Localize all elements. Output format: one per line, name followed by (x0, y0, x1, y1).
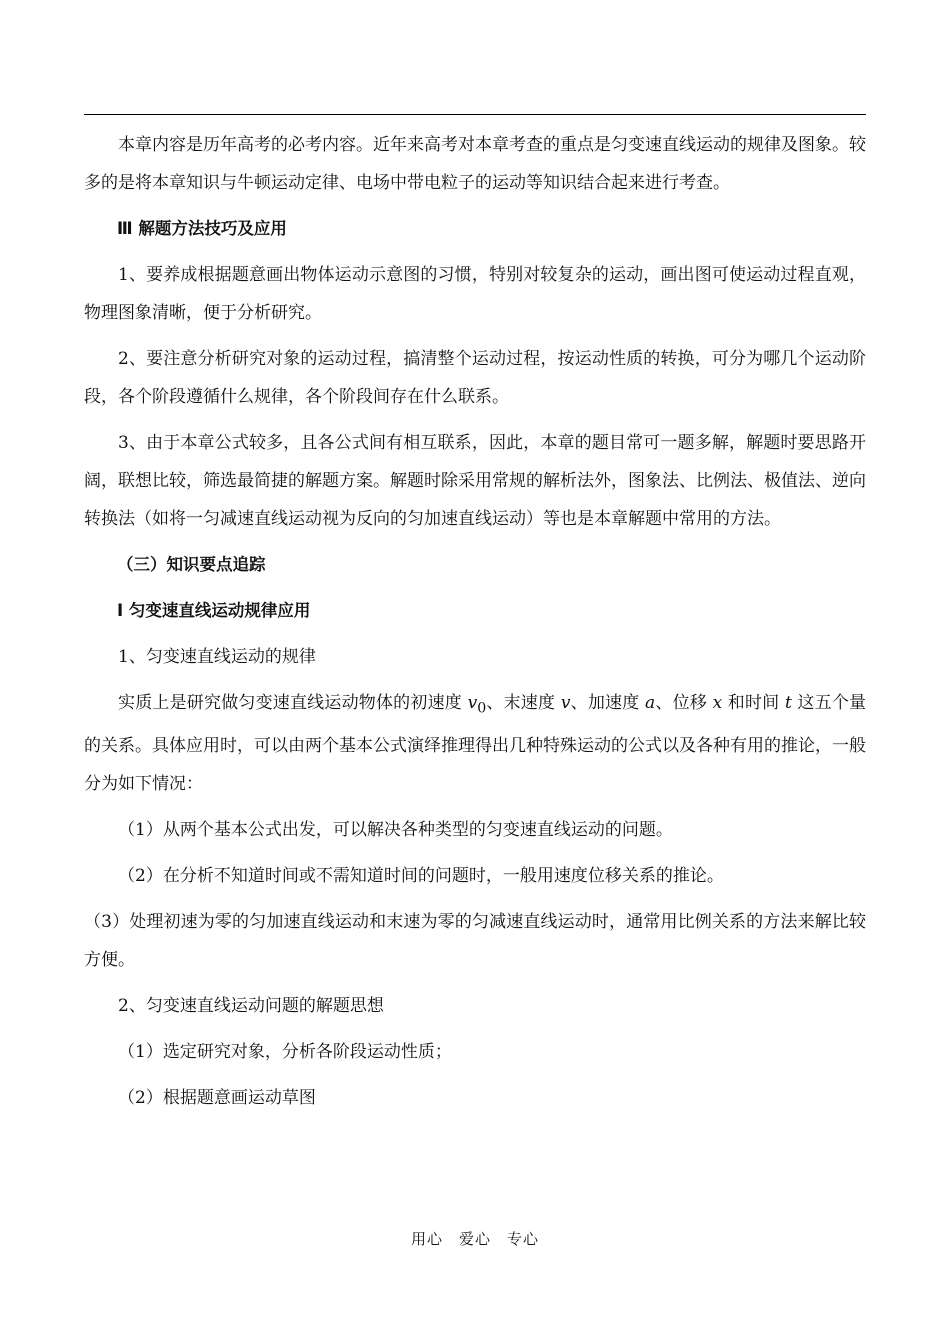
paragraph-intro: 本章内容是历年高考的必考内容。近年来高考对本章考查的重点是匀变速直线运动的规律及图象。较多的是将本章知识与牛顿运动定律、电场中带电粒子的运动等知识结合起来进行考查。 (84, 135, 866, 193)
paragraph-rule-title: 1、匀变速直线运动的规律 (118, 647, 316, 667)
paragraph-approach-2: （2）根据题意画运动草图 (118, 1088, 316, 1109)
document-body (84, 126, 866, 1125)
text-segment: 和时间 (722, 693, 785, 713)
variable-t: t (784, 693, 792, 713)
paragraph-method-1: 1、要养成根据题意画出物体运动示意图的习惯，特别对较复杂的运动，画出图可使运动过程直观，物理图象清晰，便于分析研究。 (84, 265, 866, 323)
paragraph-case-3: （3）处理初速为零的匀加速直线运动和末速为零的匀减速直线运动时，通常用比例关系的方法来解比较方便。 (84, 912, 866, 971)
variable-v: v (560, 693, 571, 713)
variable-a: a (645, 693, 656, 713)
page-footer: 用心 爱心 专心 (410, 1230, 539, 1248)
subscript-0: 0 (477, 700, 487, 717)
paragraph-case-2: （2）在分析不知道时间或不需知道时间的问题时，一般用速度位移关系的推论。 (118, 866, 724, 887)
paragraph-five-quantities (84, 684, 866, 803)
heading-uniform-acceleration: Ⅰ 匀变速直线运动规律应用 (117, 601, 311, 620)
header-rule (84, 114, 866, 115)
text-segment: 、加速度 (570, 693, 646, 713)
heading-knowledge-points: （三）知识要点追踪 (117, 555, 266, 574)
variable-x: x (712, 693, 723, 713)
text-segment: 、位移 (655, 693, 713, 713)
paragraph-approach-1: （1）选定研究对象，分析各阶段运动性质； (118, 1042, 452, 1063)
variable-v0: v (467, 693, 478, 713)
paragraph-method-3: 3、由于本章公式较多，且各公式间有相互联系，因此，本章的题目常可一题多解，解题时要思路开阔，联想比较，筛选最简捷的解题方案。解题时除采用常规的解析法外，图象法、比例法、极值法、逆向转换法（如将一匀减速直线运动视为反向的匀加速直线运动）等也是本章解题中常用的方法。 (84, 433, 866, 529)
paragraph-approach-title: 2、匀变速直线运动问题的解题思想 (118, 996, 384, 1017)
text-segment: 、末速度 (486, 693, 561, 713)
paragraph-case-1: （1）从两个基本公式出发，可以解决各种类型的匀变速直线运动的问题。 (118, 820, 673, 841)
heading-methods: Ⅲ 解题方法技巧及应用 (117, 219, 287, 238)
text-segment: 实质上是研究做匀变速直线运动物体的初速度 (118, 693, 468, 713)
paragraph-method-2: 2、要注意分析研究对象的运动过程，搞清整个运动过程，按运动性质的转换，可分为哪几个运动阶段，各个阶段遵循什么规律，各个阶段间存在什么联系。 (84, 349, 866, 407)
text-segment: 这五个量的关系。具体应用时，可以由两个基本公式演绎推理得出几种特殊运动的公式以及各种有用的推论，一般分为如下情况： (84, 693, 867, 795)
